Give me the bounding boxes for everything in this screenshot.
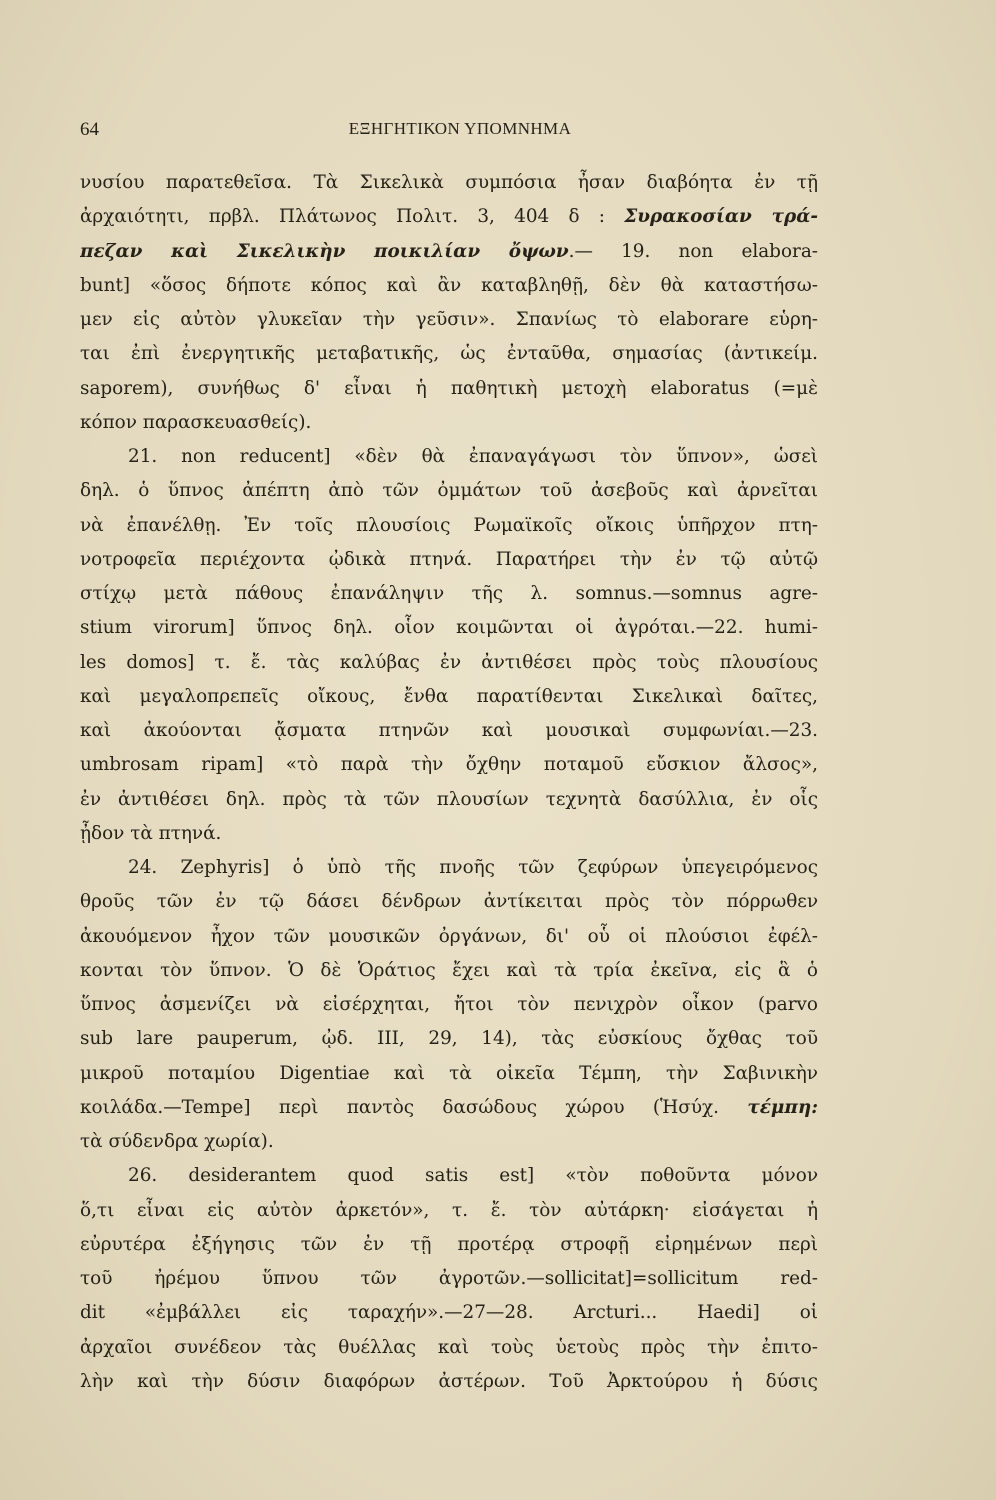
text-line-24: κονται τὸν ὕπνον. Ὁ δὲ Ὁράτιος ἔχει καὶ τὰ τρία ἐκεῖνα, εἰς ἃ ὁ: [80, 959, 818, 981]
page-header: [80, 119, 840, 149]
text-line-2-plain: ἀρχαιότητι, πρβλ. Πλάτωνος Πολιτ. 3, 404 δ :: [80, 206, 605, 228]
text-line-18: umbrosam ripam] «τὸ παρὰ τὴν ὄχθην ποταμοῦ εὔσκιον ἄλσος»,: [80, 754, 818, 776]
text-line-19: ἐν ἀντιθέσει δηλ. πρὸς τὰ τῶν πλουσίων τεχνητὰ δασύλλια, ἐν οἷς: [80, 788, 818, 810]
text-line-13: στίχῳ μετὰ πάθους ἐπανάληψιν τῆς λ. somnus.—somnus agre-: [80, 583, 818, 604]
text-line-29: τὰ σύδενδρα χωρία).: [80, 1131, 274, 1152]
text-line-28-plain: κοιλάδα.—Tempe] περὶ παντὸς δασώδους χώρου (Ἡσύχ.: [80, 1096, 720, 1118]
text-line-3: [80, 235, 818, 269]
text-line-28-emphasis: τέμπη:: [747, 1096, 818, 1118]
text-line-22: θροῦς τῶν ἐν τῷ δάσει δένδρων ἀντίκειται πρὸς τὸν πόρρωθεν: [80, 891, 818, 913]
page-number: 64: [80, 119, 99, 140]
text-line-4: bunt] «ὅσος δήποτε κόπος καὶ ἂν καταβληθῇ, δὲν θὰ καταστήσω-: [80, 274, 818, 296]
text-line-35: ἀρχαῖοι συνέδεον τὰς θυέλλας καὶ τοὺς ὑετοὺς πρὸς τὴν ἐπιτο-: [80, 1336, 818, 1358]
text-line-23: ἀκουόμενον ἦχον τῶν μουσικῶν ὀργάνων, δι' οὗ οἱ πλούσιοι ἐφέλ-: [80, 925, 818, 947]
text-line-26: sub lare pauperum, ᾠδ. III, 29, 14), τὰς εὐσκίους ὄχθας τοῦ: [80, 1028, 818, 1050]
commentary-text: [80, 166, 818, 1399]
text-line-11: νὰ ἐπανέλθῃ. Ἐν τοῖς πλουσίοις Ρωμαϊκοῖς οἴκοις ὑπῆρχον πτη-: [80, 514, 818, 536]
text-line-12: νοτροφεῖα περιέχοντα ᾠδικὰ πτηνά. Παρατήρει τὴν ἐν τῷ αὐτῷ: [80, 548, 818, 570]
text-line-28: [80, 1091, 818, 1125]
text-line-8: κόπον παρασκευασθείς).: [80, 411, 312, 433]
text-line-9: 21. non reducent] «δὲν θὰ ἐπαναγάγωσι τὸν ὕπνον», ὡσεὶ: [128, 446, 818, 467]
text-line-16: καὶ μεγαλοπρεπεῖς οἴκους, ἔνθα παρατίθενται Σικελικαὶ δαῖτες,: [80, 685, 818, 707]
text-line-2-emphasis: Συρακοσίαν τρά-: [624, 206, 818, 228]
text-line-15: les domos] τ. ἔ. τὰς καλύβας ἐν ἀντιθέσει πρὸς τοὺς πλουσίους: [80, 651, 818, 673]
text-line-20: ᾖδον τὰ πτηνά.: [80, 822, 222, 844]
text-line-7: saporem), συνήθως δ' εἶναι ἡ παθητικὴ μετοχὴ elaboratus (=μὲ: [80, 377, 818, 399]
text-line-34: dit «ἐμβάλλει εἰς ταραχήν».—27—28. Arcturi... Haedi] οἱ: [80, 1302, 818, 1324]
text-line-17: καὶ ἀκούονται ᾄσματα πτηνῶν καὶ μουσικαὶ συμφωνίαι.—23.: [80, 720, 818, 741]
text-line-3-emphasis: πεζαν καὶ Σικελικὴν ποικιλίαν ὄψων: [80, 240, 569, 262]
text-line-30: 26. desiderantem quod satis est] «τὸν ποθοῦντα μόνον: [128, 1165, 818, 1187]
text-line-5: μεν εἰς αὐτὸν γλυκεῖαν τὴν γεῦσιν». Σπανίως τὸ elaborare εὑρη-: [80, 309, 818, 330]
text-line-27: μικροῦ ποταμίου Digentiae καὶ τὰ οἰκεῖα Τέμπη, τὴν Σαβινικὴν: [80, 1062, 818, 1084]
text-line-31: ὅ,τι εἶναι εἰς αὐτὸν ἀρκετόν», τ. ἔ. τὸν αὐτάρκη· εἰσάγεται ἡ: [80, 1199, 818, 1221]
text-line-32: εὐρυτέρα ἐξήγησις τῶν ἐν τῇ προτέρᾳ στροφῇ εἰρημένων περὶ: [80, 1233, 818, 1255]
text-line-3-plain: .— 19. non elabora-: [568, 240, 818, 262]
text-line-2: [80, 200, 818, 234]
text-line-10: δηλ. ὁ ὕπνος ἀπέπτη ἀπὸ τῶν ὀμμάτων τοῦ ἀσεβοῦς καὶ ἀρνεῖται: [80, 480, 818, 502]
text-line-36: λὴν καὶ τὴν δύσιν διαφόρων ἀστέρων. Τοῦ Ἀρκτούρου ἡ δύσις: [80, 1370, 818, 1392]
text-line-1: νυσίου παρατεθεῖσα. Τὰ Σικελικὰ συμπόσια ἦσαν διαβόητα ἐν τῇ: [80, 172, 818, 193]
text-line-6: ται ἐπὶ ἐνεργητικῆς μεταβατικῆς, ὡς ἐνταῦθα, σημασίας (ἀντικείμ.: [80, 343, 818, 365]
running-title: ΕΞΗΓΗΤΙΚΟΝ ΥΠΟΜΝΗΜΑ: [348, 119, 572, 138]
text-line-21: 24. Zephyris] ὁ ὑπὸ τῆς πνοῆς τῶν ζεφύρων ὑπεγειρόμενος: [128, 857, 818, 878]
text-line-25: ὕπνος ἀσμενίζει νὰ εἰσέρχηται, ἤτοι τὸν πενιχρὸν οἶκον (parvo: [80, 994, 818, 1015]
text-line-14: stium virorum] ὕπνος δηλ. οἷον κοιμῶνται οἱ ἀγρόται.—22. humi-: [80, 617, 818, 639]
text-line-33: τοῦ ἠρέμου ὕπνου τῶν ἀγροτῶν.—sollicitat]=sollicitum red-: [80, 1268, 818, 1289]
